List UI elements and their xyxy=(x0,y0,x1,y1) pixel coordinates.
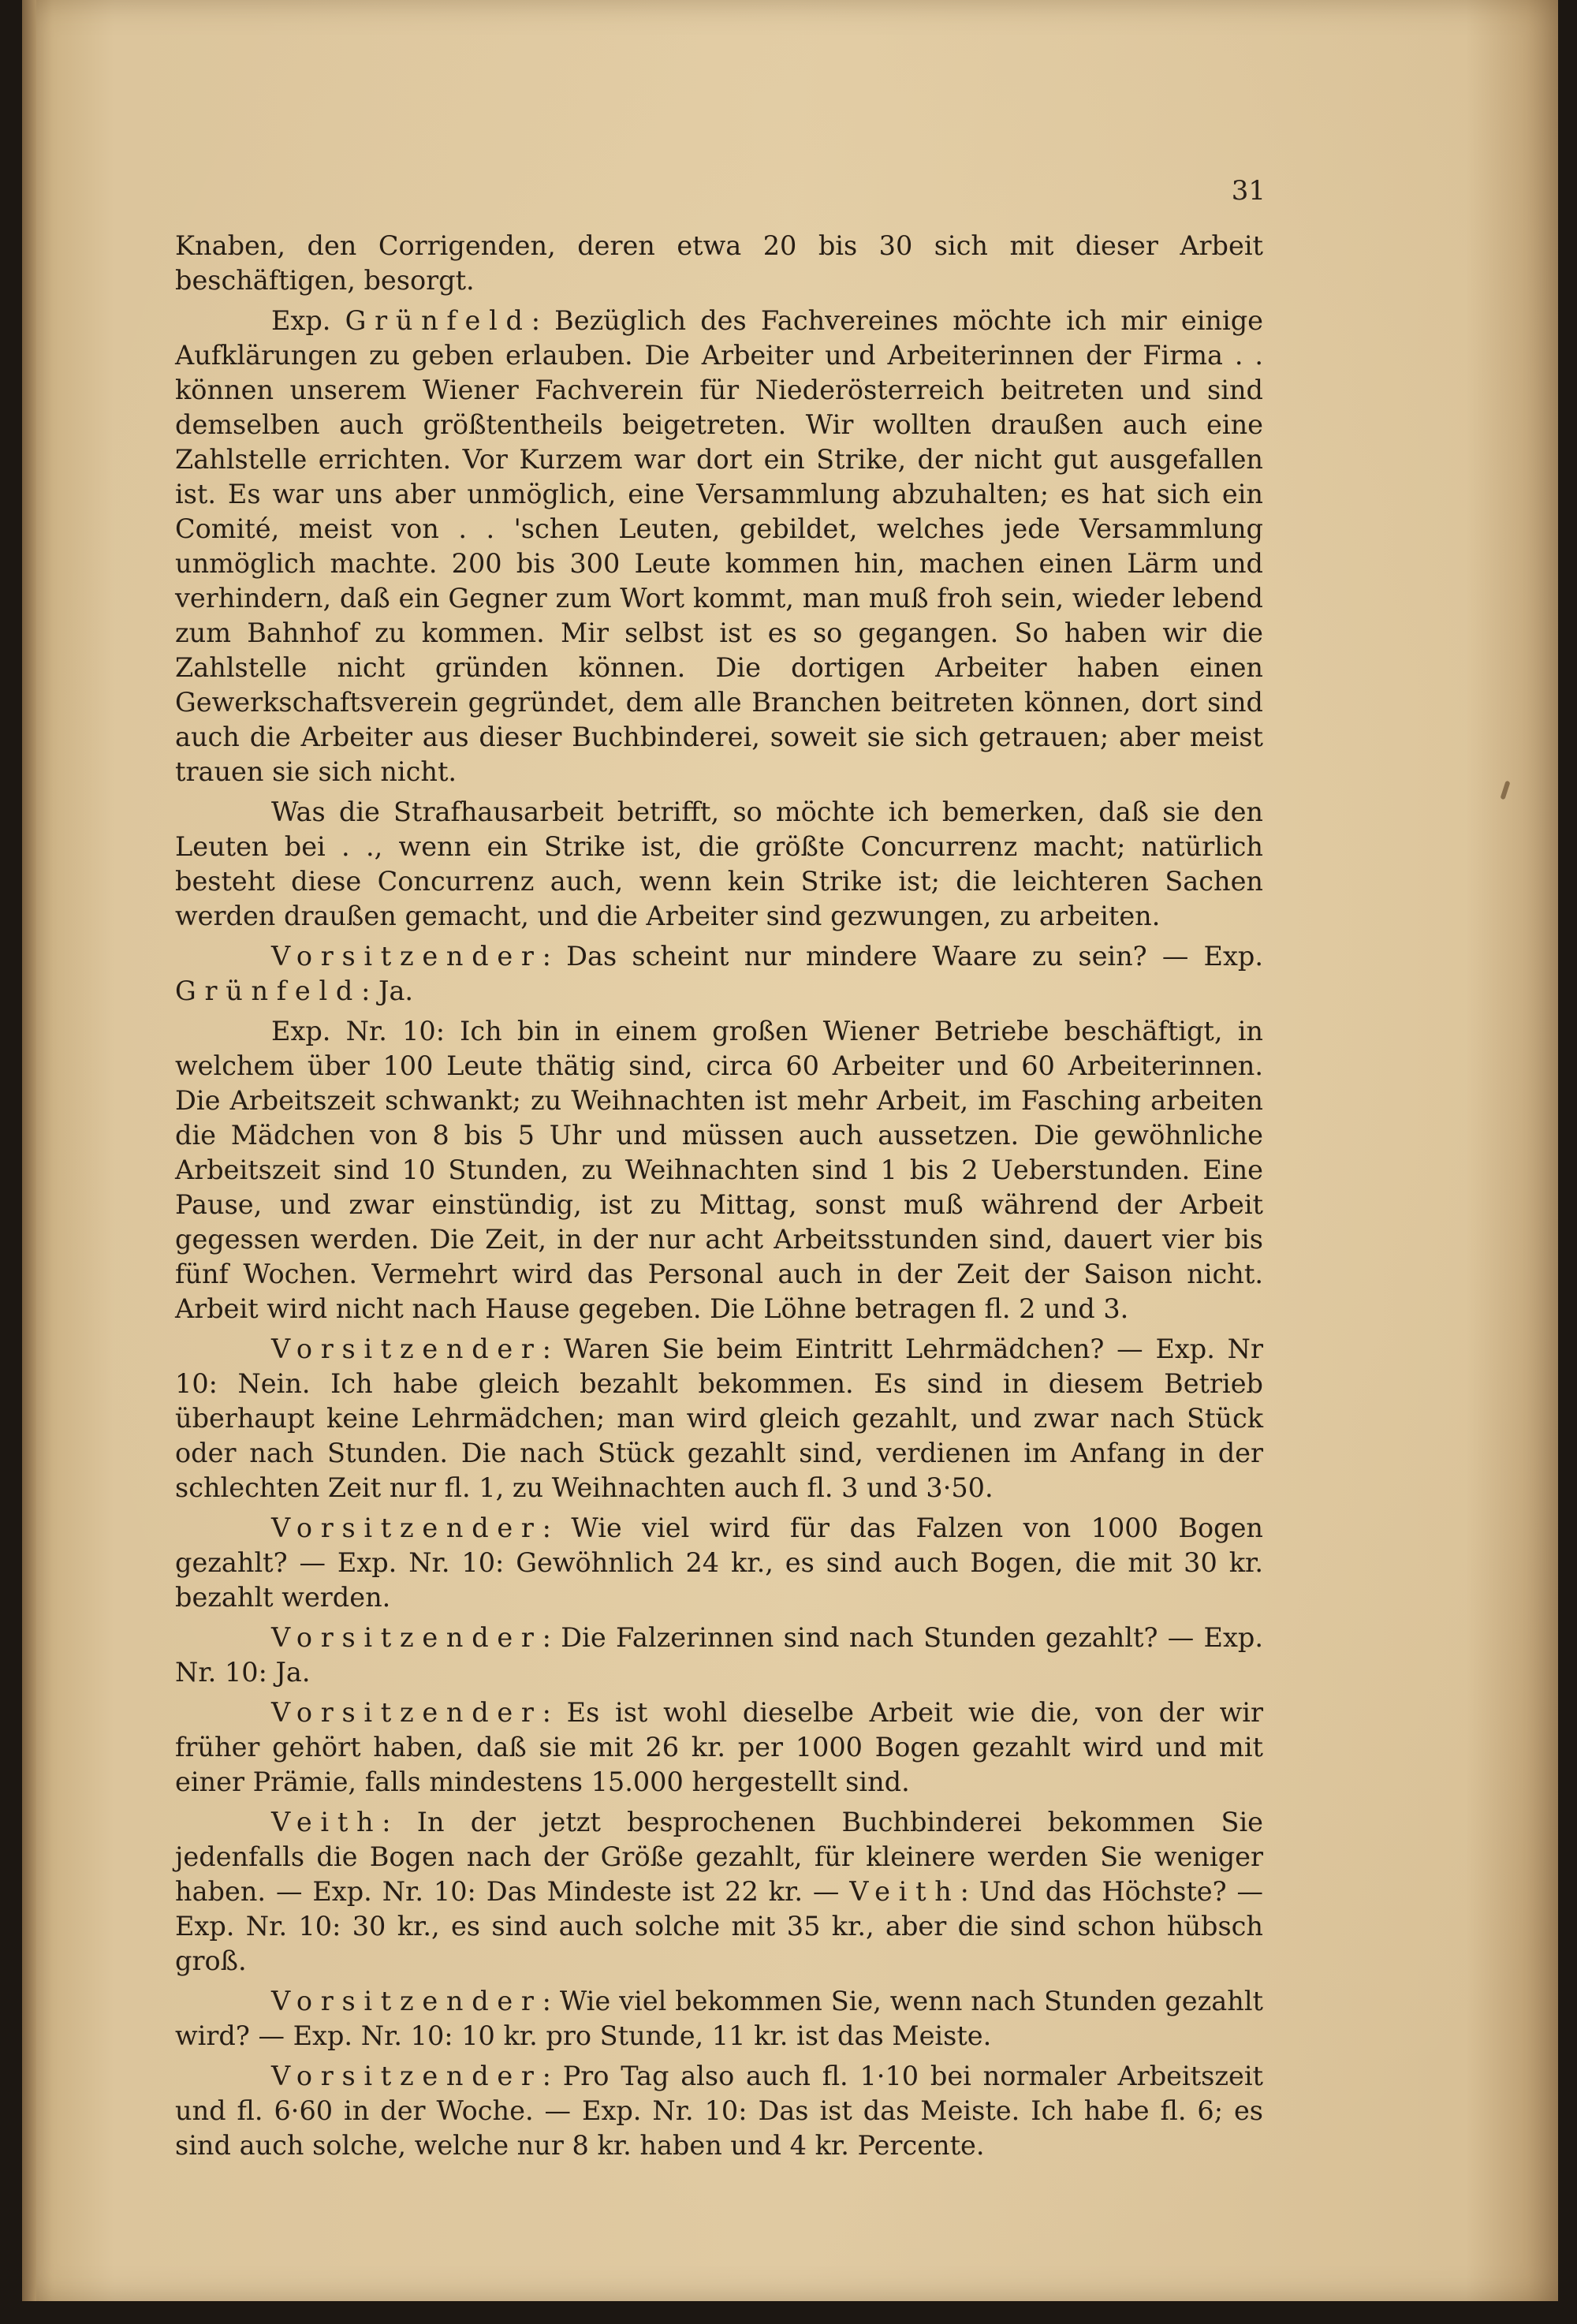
text-segment: : Wie viel bekommen Sie, wenn nach Stunden gezahlt wird? — Exp. Nr. 10: 10 kr. pro Stunde, 11 kr. ist das Meiste. xyxy=(175,1986,1263,2051)
text-segment: Knaben, den Corrigenden, deren etwa 20 bis 30 sich mit dieser Arbeit beschäftigen, besorgt. xyxy=(175,230,1263,296)
text-segment: : Pro Tag also auch fl. 1·10 bei normaler Arbeitszeit und fl. 6·60 in der Woche. — Exp. Nr. 10: Das ist das Meiste. Ich habe fl. 6; es sind auch solche, welche nur 8 kr. haben und 4 kr. Percente. xyxy=(175,2061,1263,2161)
speaker-name: Vorsitzender xyxy=(271,941,542,972)
text-segment: Exp. xyxy=(271,305,345,336)
paragraph xyxy=(175,2059,1263,2163)
speaker-name: Veith xyxy=(849,1876,960,1907)
speaker-name: Grünfeld xyxy=(345,305,531,336)
paragraph xyxy=(175,1511,1263,1615)
paragraph xyxy=(175,1805,1263,1979)
text-segment: Was die Strafhausarbeit betrifft, so möchte ich bemerken, daß sie den Leuten bei . ., wenn ein Strike ist, die größte Concurrenz macht; natürlich besteht diese Concurrenz auch, wenn kein Strike ist; die leichteren Sachen werden draußen gemacht, und die Arbeiter sind gezwungen, zu arbeiten. xyxy=(175,796,1263,931)
page-binding-edge xyxy=(22,0,36,2301)
body-text xyxy=(175,229,1263,2169)
speaker-name: Vorsitzender xyxy=(271,1513,542,1543)
margin-mark xyxy=(1500,781,1510,800)
paragraph xyxy=(175,795,1263,934)
paragraph xyxy=(175,229,1263,298)
speaker-name: Vorsitzender xyxy=(271,1697,542,1728)
speaker-name: Vorsitzender xyxy=(271,1334,542,1364)
paragraph xyxy=(175,1695,1263,1800)
speaker-name: Veith xyxy=(271,1807,382,1837)
page-number: 31 xyxy=(1231,175,1266,207)
paragraph xyxy=(175,1984,1263,2054)
paragraph xyxy=(175,1621,1263,1690)
text-segment: : Es ist wohl dieselbe Arbeit wie die, von der wir früher gehört haben, daß sie mit 26 kr. per 1000 Bogen gezahlt wird und mit einer Prämie, falls mindestens 15.000 hergestellt sind. xyxy=(175,1697,1263,1797)
text-segment: : Ja. xyxy=(361,975,414,1006)
text-segment: : Und das Höchste? — Exp. Nr. 10: 30 kr., es sind auch solche mit 35 kr., aber die sind schon hübsch groß. xyxy=(175,1876,1264,1976)
text-segment: : Wie viel wird für das Falzen von 1000 Bogen gezahlt? — Exp. Nr. 10: Gewöhnlich 24 kr., es sind auch Bogen, die mit 30 kr. bezahlt werden. xyxy=(175,1513,1263,1613)
text-segment: : Die Falzerinnen sind nach Stunden gezahlt? — Exp. Nr. 10: Ja. xyxy=(175,1622,1263,1688)
paragraph xyxy=(175,939,1263,1009)
speaker-name: Vorsitzender xyxy=(271,1986,542,2016)
paragraph xyxy=(175,1014,1263,1326)
text-segment: : Das scheint nur mindere Waare zu sein? — Exp. xyxy=(542,941,1263,972)
speaker-name: Grünfeld xyxy=(175,975,362,1006)
speaker-name: Vorsitzender xyxy=(271,1622,542,1653)
text-segment: : Bezüglich des Fachvereines möchte ich mir einige Aufklärungen zu geben erlauben. Die Arbeiter und Arbeiterinnen der Firma . . können unserem Wiener Fachverein für Niederösterreich beitreten und sind demselben auch größtentheils beigetreten. Wir wollten draußen auch eine Zahlstelle errichten. Vor Kurzem war dort ein Strike, der nicht gut ausgefallen ist. Es war uns aber unmöglich, eine Versammlung abzuhalten; es hat sich ein Comité, meist von . . 'schen Leuten, gebildet, welches jede Versammlung unmöglich machte. 200 bis 300 Leute kommen hin, machen einen Lärm und verhindern, daß ein Gegner zum Wort kommt, man muß froh sein, wieder lebend zum Bahnhof zu kommen. Mir selbst ist es so gegangen. So haben wir die Zahlstelle nicht gründen können. Die dortigen Arbeiter haben einen Gewerkschaftsverein gegründet, dem alle Branchen beitreten können, dort sind auch die Arbeiter aus dieser Buchbinderei, soweit sie sich getrauen; aber meist trauen sie sich nicht. xyxy=(175,305,1263,787)
paragraph xyxy=(175,304,1263,789)
text-segment: Exp. Nr. 10: Ich bin in einem großen Wiener Betriebe beschäftigt, in welchem über 100 Leute thätig sind, circa 60 Arbeiter und 60 Arbeiterinnen. Die Arbeitszeit schwankt; zu Weihnachten ist mehr Arbeit, im Fasching arbeiten die Mädchen von 8 bis 5 Uhr und müssen auch aussetzen. Die gewöhnliche Arbeitszeit sind 10 Stunden, zu Weihnachten sind 1 bis 2 Ueberstunden. Eine Pause, und zwar einstündig, ist zu Mittag, sonst muß während der Arbeit gegessen werden. Die Zeit, in der nur acht Arbeitsstunden sind, dauert vier bis fünf Wochen. Vermehrt wird das Personal auch in der Zeit der Saison nicht. Arbeit wird nicht nach Hause gegeben. Die Löhne betragen fl. 2 und 3. xyxy=(175,1016,1263,1324)
speaker-name: Vorsitzender xyxy=(271,2061,542,2091)
paragraph xyxy=(175,1332,1263,1505)
text-segment: : In der jetzt besprochenen Buchbinderei bekommen Sie jedenfalls die Bogen nach der Größe gezahlt, für kleinere werden Sie weniger haben. — Exp. Nr. 10: Das Mindeste ist 22 kr. — xyxy=(175,1807,1263,1907)
text-segment: : Waren Sie beim Eintritt Lehrmädchen? — Exp. Nr 10: Nein. Ich habe gleich bezahlt bekommen. Es sind in diesem Betrieb überhaupt keine Lehrmädchen; man wird gleich gezahlt, und zwar nach Stück oder nach Stunden. Die nach Stück gezahlt sind, verdienen im Anfang in der schlechten Zeit nur fl. 1, zu Weihnachten auch fl. 3 und 3·50. xyxy=(175,1334,1263,1503)
